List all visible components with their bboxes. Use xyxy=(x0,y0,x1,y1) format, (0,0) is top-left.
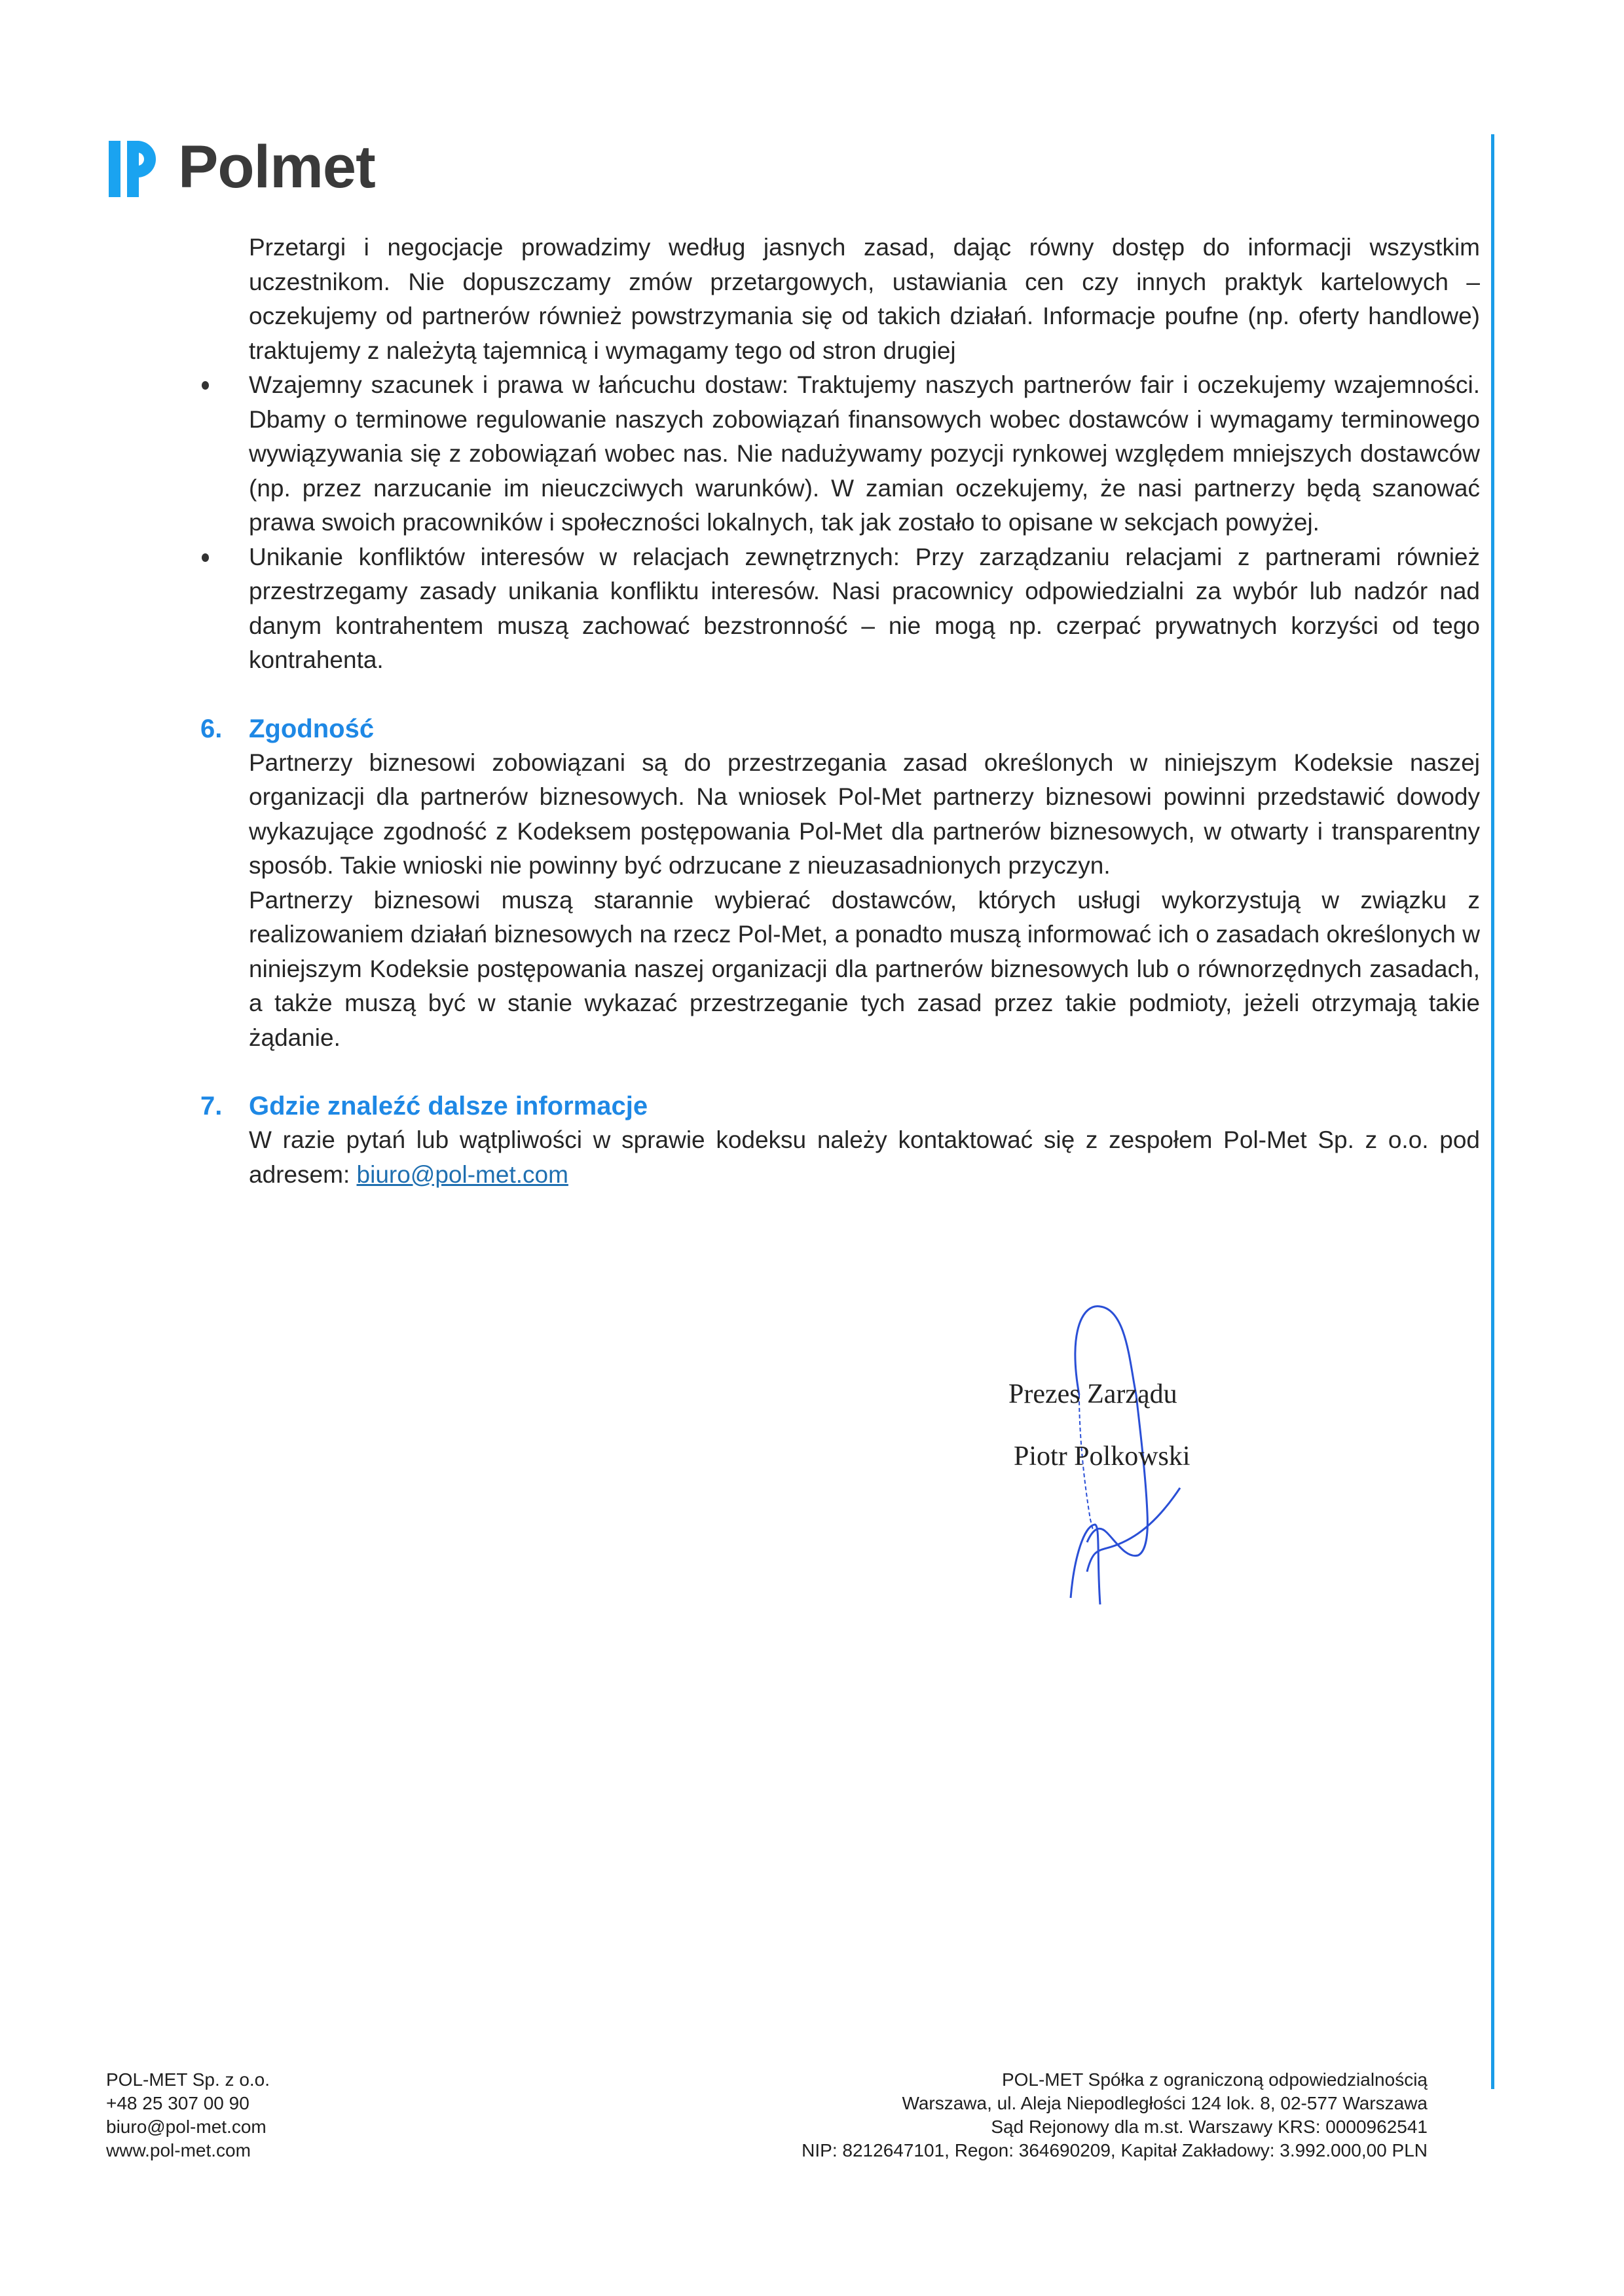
footer-email: biuro@pol-met.com xyxy=(106,2117,267,2137)
footer-phone: +48 25 307 00 90 xyxy=(106,2093,249,2113)
bullet-text: Wzajemny szacunek i prawa w łańcuchu dostaw: Traktujemy naszych partnerów fair i oczekujemy wzajemności. Dbamy o terminowe regulowanie naszych zobowiązań finansowych wobec dostawców i wymagamy terminowego wywiązywania się z zobowiązań wobec nas. Nie nadużywamy pozycji rynkowej względem mniejszych dostawców (np. przez narzucanie im nieuczciwych warunków). W zamian oczekujemy, że nasi partnerzy będą szanować prawa swoich pracowników i społeczności lokalnych, tak jak zostało to opisane w sekcjach powyżej. xyxy=(249,371,1480,536)
section-compliance xyxy=(200,712,1480,1056)
footer-legal xyxy=(802,2068,1428,2162)
section-number: 6. xyxy=(200,714,223,743)
bullet-item xyxy=(249,540,1480,678)
signature-block xyxy=(969,1284,1257,1611)
section-heading xyxy=(200,712,1480,746)
company-logo xyxy=(105,134,375,200)
section-number: 7. xyxy=(200,1092,223,1120)
footer-registry: NIP: 8212647101, Regon: 364690209, Kapitał Zakładowy: 3.992.000,00 PLN xyxy=(802,2140,1428,2160)
bullet-icon xyxy=(202,553,209,562)
logo-wordmark: Polmet xyxy=(178,134,375,200)
bullet-text: Unikanie konfliktów interesów w relacjach zewnętrznych: Przy zarządzaniu relacjami z partnerami również przestrzegamy zasady unikania konfliktu interesów. Nasi pracownicy odpowiedzialni za wybór lub nadzór nad danym kontrahentem muszą zachować bezstronność – nie mogą np. czerpać prywatnych korzyści od tego kontrahenta. xyxy=(249,543,1480,673)
signatory-name: Piotr Polkowski xyxy=(1014,1441,1190,1472)
bullet-icon xyxy=(202,381,209,390)
footer-company: POL-MET Sp. z o.o. xyxy=(106,2069,270,2090)
footer-court: Sąd Rejonowy dla m.st. Warszawy KRS: 0000962541 xyxy=(991,2117,1428,2137)
section-title: Zgodność xyxy=(249,714,375,743)
document-body xyxy=(200,231,1480,1192)
section-heading xyxy=(200,1089,1480,1123)
bullet-item xyxy=(249,368,1480,540)
section-further-info xyxy=(200,1089,1480,1192)
polmet-logo-icon xyxy=(105,137,152,197)
decorative-vertical-line xyxy=(1491,134,1494,2089)
email-link[interactable]: biuro@pol-met.com xyxy=(356,1160,568,1188)
bullet-list xyxy=(249,368,1480,678)
footer-address: Warszawa, ul. Aleja Niepodległości 124 lok. 8, 02-577 Warszawa xyxy=(902,2093,1428,2113)
intro-paragraph: Przetargi i negocjacje prowadzimy według jasnych zasad, dając równy dostęp do informacji wszystkim uczestnikom. Nie dopuszczamy zmów przetargowych, ustawiania cen czy innych praktyk kartelowych – oczekujemy od partnerów również powstrzymania się od takich działań. Informacje poufne (np. oferty handlowe) traktujemy z należytą tajemnicą i wymagamy tego od stron drugiej xyxy=(249,234,1480,364)
section-paragraph xyxy=(249,1123,1480,1192)
contact-text: W razie pytań lub wątpliwości w sprawie kodeksu należy kontaktować się z zespołem Pol-Met Sp. z o.o. pod adresem: xyxy=(249,1126,1480,1188)
footer-contact xyxy=(106,2068,270,2162)
section-title: Gdzie znaleźć dalsze informacje xyxy=(249,1092,648,1120)
footer-website: www.pol-met.com xyxy=(106,2140,251,2160)
section-paragraph: Partnerzy biznesowi muszą starannie wybierać dostawców, których usługi wykorzystują w związku z realizowaniem działań biznesowych na rzecz Pol-Met, a ponadto muszą informować ich o zasadach określonych w niniejszym Kodeksie postępowania naszej organizacji dla partnerów biznesowych lub o równorzędnych zasadach, a także muszą być w stanie wykazać przestrzeganie tych zasad przez takie podmioty, jeżeli otrzymają takie żądanie. xyxy=(249,886,1480,1051)
signatory-title: Prezes Zarządu xyxy=(1008,1379,1177,1409)
footer-legal-name: POL-MET Spółka z ograniczoną odpowiedzialnością xyxy=(1001,2069,1428,2090)
section-paragraph: Partnerzy biznesowi zobowiązani są do przestrzegania zasad określonych w niniejszym Kodeksie naszej organizacji dla partnerów biznesowych. Na wniosek Pol-Met partnerzy biznesowi powinni przedstawić dowody wykazujące zgodność z Kodeksem postępowania Pol-Met dla partnerów biznesowych, w otwarty i transparentny sposób. Takie wnioski nie powinny być odrzucane z nieuzasadnionych przyczyn. xyxy=(249,749,1480,879)
